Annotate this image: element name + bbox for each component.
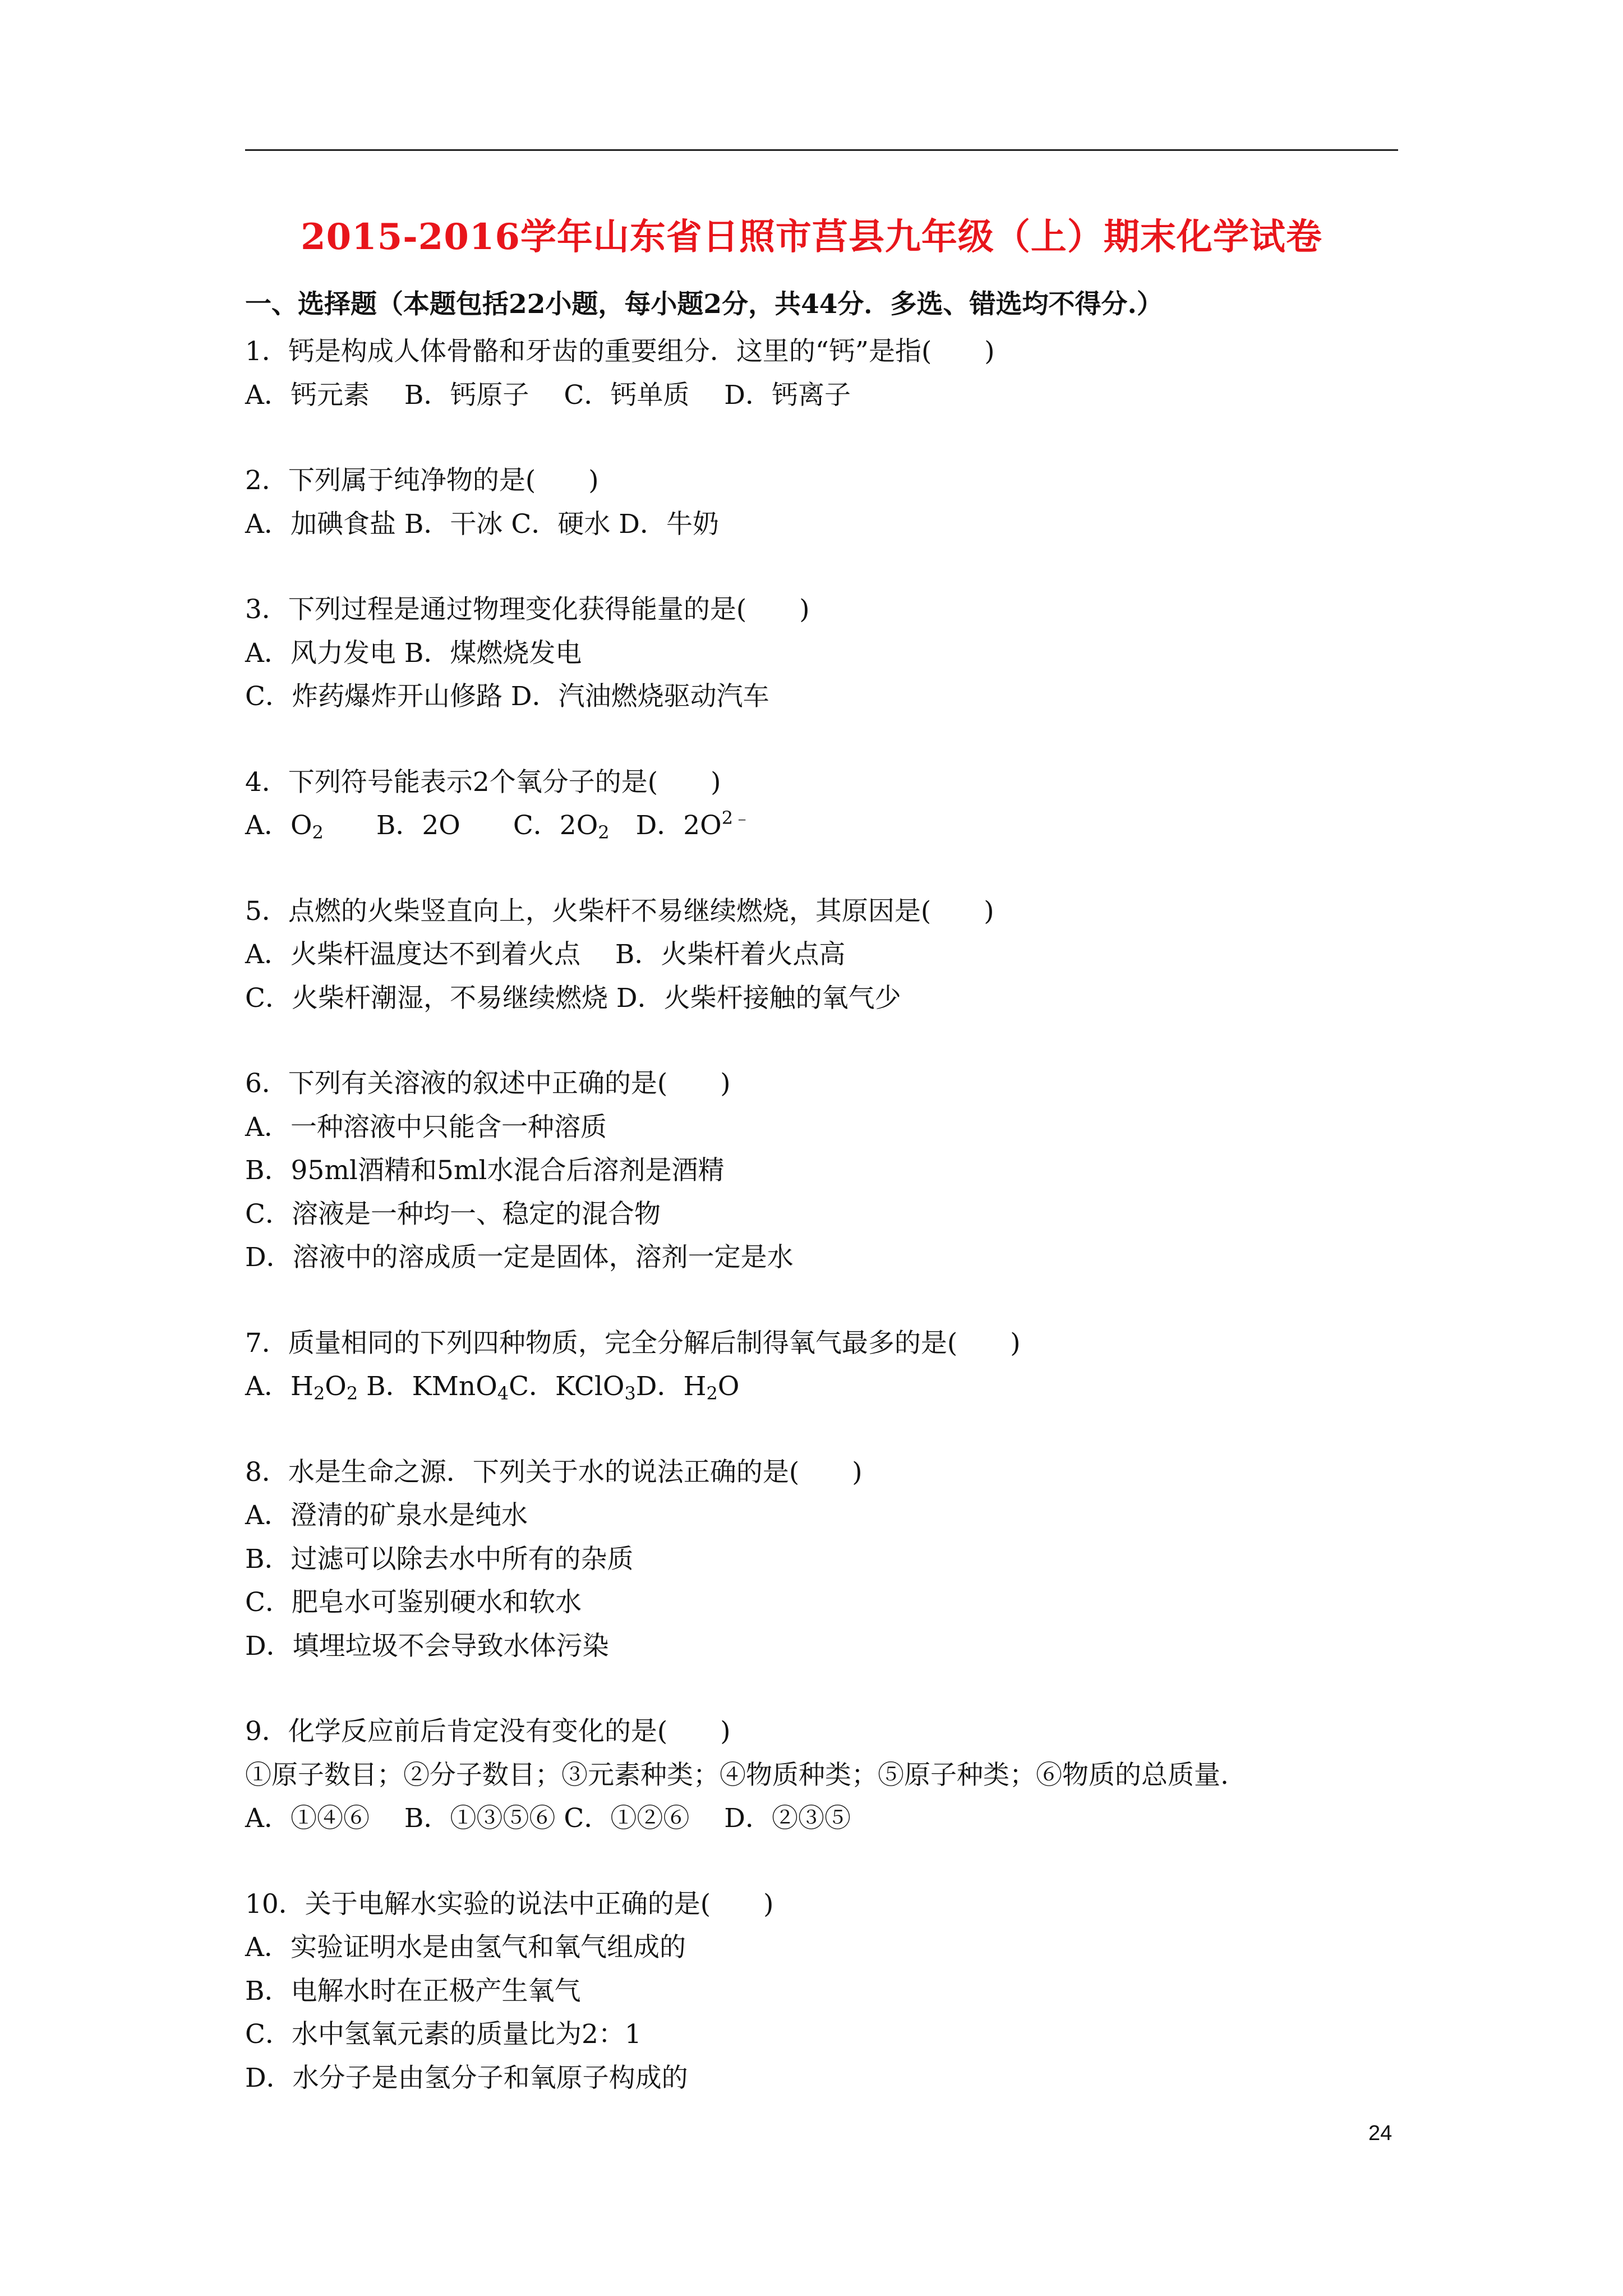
question-stem: 1．钙是构成人体骨骼和牙齿的重要组分．这里的“钙”是指( ) bbox=[245, 336, 995, 367]
question-stem: 8．水是生命之源．下列关于水的说法正确的是( ) bbox=[245, 1456, 863, 1488]
question-option: B．过滤可以除去水中所有的杂质 bbox=[245, 1543, 634, 1575]
question-option: A．澄清的矿泉水是纯水 bbox=[245, 1500, 528, 1531]
question-option: C．溶液是一种均一、稳定的混合物 bbox=[245, 1198, 661, 1230]
question-stem: 2．下列属于纯净物的是( ) bbox=[245, 465, 599, 496]
question-9 bbox=[245, 1710, 1423, 1841]
question-1 bbox=[245, 330, 1423, 417]
question-option: C．炸药爆炸开山修路 D．汽油燃烧驱动汽车 bbox=[245, 681, 769, 712]
question-option: B．95ml酒精和5ml水混合后溶剂是酒精 bbox=[245, 1155, 725, 1186]
question-option: C．水中氢氧元素的质量比为2：1 bbox=[245, 2019, 642, 2050]
option-d: D．2O bbox=[635, 810, 722, 841]
formula-part: O bbox=[717, 1371, 740, 1402]
option-c: C．KClO bbox=[509, 1371, 625, 1402]
subscript: 4 bbox=[497, 1383, 509, 1404]
option-b: B．KMnO bbox=[358, 1371, 497, 1402]
option-a: A．H bbox=[245, 1371, 313, 1402]
option-b: B．2O bbox=[376, 810, 460, 841]
question-6 bbox=[245, 1062, 1423, 1280]
question-stem: 3．下列过程是通过物理变化获得能量的是( ) bbox=[245, 594, 810, 625]
subscript: 2 bbox=[313, 1383, 325, 1404]
page-number: 24 bbox=[1368, 2122, 1393, 2145]
question-option-row bbox=[245, 804, 1423, 848]
question-option: A．加碘食盐 B．干冰 C．硬水 D．牛奶 bbox=[245, 508, 719, 540]
option-d: D．H bbox=[635, 1371, 707, 1402]
question-option: C．肥皂水可鉴别硬水和软水 bbox=[245, 1587, 582, 1618]
question-option: A．①④⑥ B．①③⑤⑥ C．①②⑥ D．②③⑤ bbox=[245, 1803, 851, 1834]
question-option-row bbox=[245, 1365, 1423, 1409]
question-5 bbox=[245, 890, 1423, 1020]
subscript: 3 bbox=[624, 1383, 636, 1404]
question-4 bbox=[245, 761, 1423, 848]
header-rule bbox=[245, 149, 1398, 151]
question-stem: 4．下列符号能表示2个氧分子的是( ) bbox=[245, 766, 721, 798]
subscript: 2 bbox=[312, 822, 324, 843]
question-stem: 6．下列有关溶液的叙述中正确的是( ) bbox=[245, 1068, 731, 1099]
question-option: D．填埋垃圾不会导致水体污染 bbox=[245, 1630, 609, 1662]
question-option: A．实验证明水是由氢气和氧气组成的 bbox=[245, 1932, 686, 1963]
section-heading: 一、选择题（本题包括22小题，每小题2分，共44分．多选、错选均不得分.） bbox=[245, 289, 1163, 320]
question-7 bbox=[245, 1322, 1423, 1409]
question-option: ①原子数目；②分子数目；③元素种类；④物质种类；⑤原子种类；⑥物质的总质量. bbox=[245, 1759, 1229, 1791]
question-list bbox=[245, 330, 1423, 2142]
question-option: C．火柴杆潮湿，不易继续燃烧 D．火柴杆接触的氧气少 bbox=[245, 982, 901, 1014]
question-option: D．水分子是由氢分子和氧原子构成的 bbox=[245, 2062, 688, 2093]
question-3 bbox=[245, 588, 1423, 719]
exam-title: 2015-2016学年山东省日照市莒县九年级（上）期末化学试卷 bbox=[301, 216, 1322, 258]
option-c: C．2O bbox=[513, 810, 598, 841]
question-2 bbox=[245, 459, 1423, 546]
subscript: 2 bbox=[706, 1383, 718, 1404]
question-option: A．一种溶液中只能含一种溶质 bbox=[245, 1111, 607, 1143]
question-stem: 7．质量相同的下列四种物质，完全分解后制得氧气最多的是( ) bbox=[245, 1327, 1021, 1359]
question-option: A．风力发电 B．煤燃烧发电 bbox=[245, 637, 582, 669]
formula-part: O bbox=[325, 1371, 347, 1402]
question-option: A．钙元素 B．钙原子 C．钙单质 D．钙离子 bbox=[245, 379, 851, 411]
question-8 bbox=[245, 1451, 1423, 1668]
question-option: B．电解水时在正极产生氧气 bbox=[245, 1975, 581, 2007]
question-option: A．火柴杆温度达不到着火点 B．火柴杆着火点高 bbox=[245, 939, 846, 970]
option-a: A．O bbox=[245, 810, 312, 841]
question-option: D．溶液中的溶成质一定是固体，溶剂一定是水 bbox=[245, 1242, 794, 1273]
subscript: 2 bbox=[598, 822, 610, 843]
question-10 bbox=[245, 1883, 1423, 2100]
question-stem: 5．点燃的火柴竖直向上，火柴杆不易继续燃烧，其原因是( ) bbox=[245, 895, 994, 927]
question-stem: 10．关于电解水实验的说法中正确的是( ) bbox=[245, 1888, 774, 1920]
question-stem: 9．化学反应前后肯定没有变化的是( ) bbox=[245, 1716, 731, 1747]
superscript: 2﹣ bbox=[721, 807, 751, 829]
subscript: 2 bbox=[346, 1383, 358, 1404]
